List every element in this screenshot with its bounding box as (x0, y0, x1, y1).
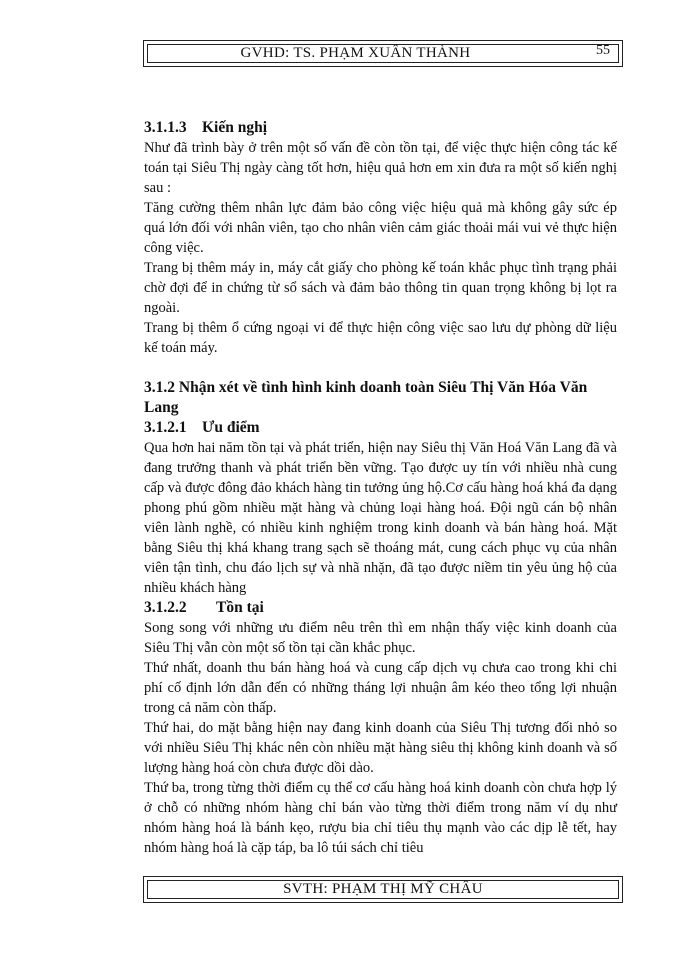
section-title: Tồn tại (216, 599, 264, 616)
section-312-heading: 3.1.2 Nhận xét về tình hình kinh doanh toàn Siêu Thị Văn Hóa Văn Lang (144, 379, 588, 416)
paragraph: Tăng cường thêm nhân lực đảm bảo công việc hiệu quả mà không gây sức ép quá lớn đối với nhân viên, tạo cho nhân viên cảm giác thoải mái vui vẻ thực hiện công việc. (144, 200, 617, 256)
paragraph: Qua hơn hai năm tồn tại và phát triển, hiện nay Siêu thị Văn Hoá Văn Lang đã và đang trưởng thanh và phát triển bền vững. Tạo được uy tín với nhiều nhà cung cấp và được đông đảo khách hàng tin tưởng ủng hộ.Cơ cấu hàng hoá khá đa dạng phong phú gồm nhiều mặt hàng và chủng loại hàng hoá. Đội ngũ cán bộ nhân viên lành nghề, có nhiều kinh nghiệm trong kinh doanh và bán hàng hoá. Mặt bằng Siêu thị khá khang trang sạch sẽ thoáng mát, cung cách phục vụ của nhân viên tận tình, chu đáo lịch sự và nhã nhặn, đã tạo được niềm tin yêu ủng hộ của nhiều khách hàng (144, 440, 617, 596)
footer-title: SVTH: PHẠM THỊ MỸ CHÂU (283, 881, 483, 897)
page-body (144, 118, 617, 858)
paragraph: Song song với những ưu điểm nêu trên thì em nhận thấy việc kinh doanh của Siêu Thị vẫn còn một số tồn tại cần khắc phục. (144, 620, 617, 656)
page-footer (143, 876, 623, 903)
section-title: Ưu điểm (202, 419, 260, 436)
section-3122-heading (144, 598, 617, 618)
section-3113-heading (144, 118, 617, 138)
paragraph: Như đã trình bày ở trên một số vấn đề còn tồn tại, để việc thực hiện công tác kế toán tại Siêu Thị ngày càng tốt hơn, hiệu quả hơn em xin đưa ra một số kiến nghị sau : (144, 140, 617, 196)
section-title: Kiến nghị (202, 119, 268, 136)
section-number: 3.1.1.3 (144, 119, 187, 136)
header-title: GVHD: TS. PHẠM XUÂN THÀNH (240, 45, 471, 61)
paragraph: Thứ nhất, doanh thu bán hàng hoá và cung cấp dịch vụ chưa cao trong khi chi phí cố định lớn dẫn đến có những tháng lợi nhuận âm kéo theo tổng lợi nhuận trong cả năm còn thấp. (144, 660, 617, 716)
paragraph: Thứ hai, do mặt bằng hiện nay đang kinh doanh của Siêu Thị tương đối nhỏ so với nhiều Siêu Thị khác nên còn nhiều mặt hàng siêu thị không kinh doanh và số lượng hàng hoá còn chưa được dồi dào. (144, 720, 617, 776)
page-header (143, 40, 623, 67)
section-number: 3.1.2.2 (144, 599, 187, 616)
paragraph: Thứ ba, trong từng thời điểm cụ thể cơ cấu hàng hoá kinh doanh còn chưa hợp lý ở chỗ có những nhóm hàng chỉ bán vào từng thời điểm trong năm ví dụ như nhóm hàng hoá là bánh kẹo, rượu bia chỉ tiêu thụ mạnh vào các dịp lễ tết, hay nhóm hàng hoá là cặp táp, ba lô túi sách chỉ tiêu (144, 780, 617, 856)
paragraph: Trang bị thêm máy in, máy cắt giấy cho phòng kế toán khắc phục tình trạng phải chờ đợi để in chứng từ sổ sách và đảm bảo thông tin quan trọng không bị lọt ra ngoài. (144, 260, 617, 316)
section-number: 3.1.2.1 (144, 419, 187, 436)
page-number: 55 (596, 43, 610, 58)
section-3121-heading (144, 418, 617, 438)
paragraph: Trang bị thêm ổ cứng ngoại vi để thực hiện công việc sao lưu dự phòng dữ liệu kế toán máy. (144, 320, 617, 356)
